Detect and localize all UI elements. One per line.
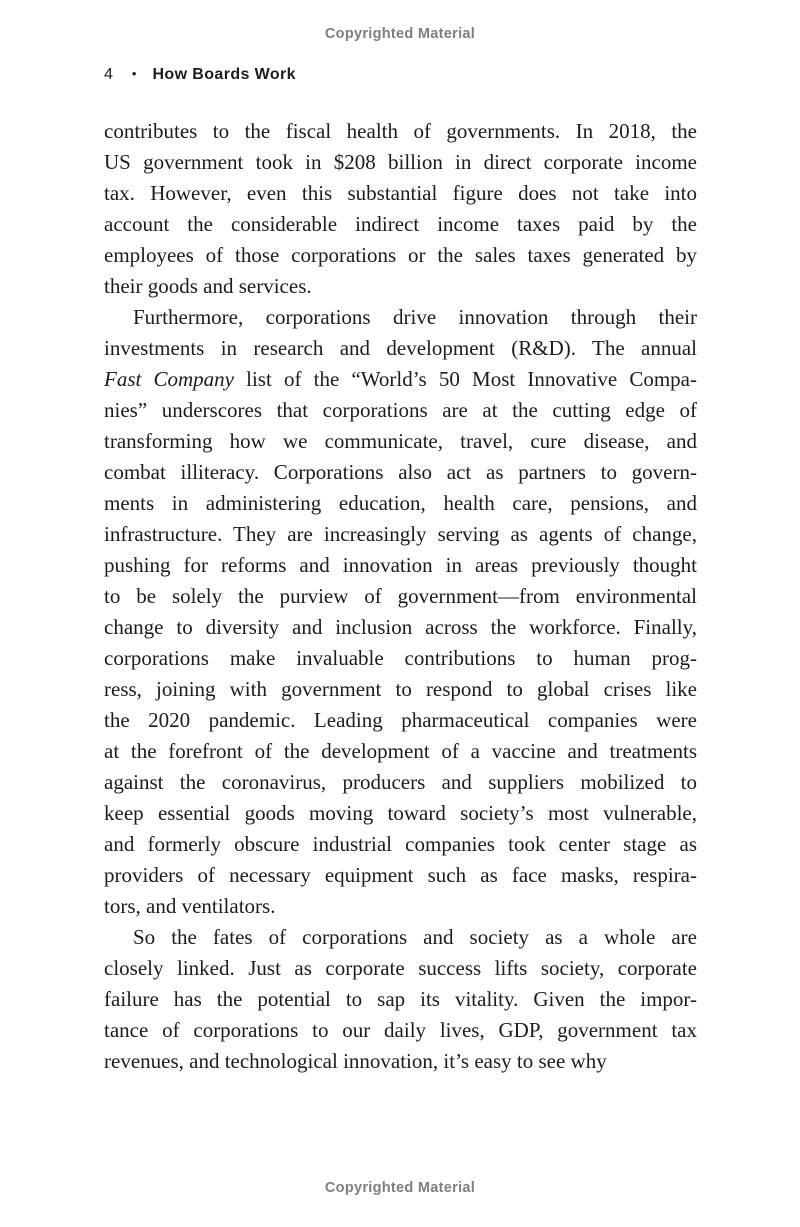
text-line: to be solely the purview of government—from environmental (104, 584, 697, 608)
text-line: employees of those corporations or the sales taxes generated by (104, 243, 697, 267)
text-line: failure has the potential to sap its vitality. Given the impor- (104, 987, 697, 1011)
text-line: tax. However, even this substantial figure does not take into (104, 181, 697, 205)
page-header (104, 66, 296, 84)
text-line: their goods and services. (104, 274, 312, 298)
text-line: tance of corporations to our daily lives, GDP, government tax (104, 1018, 697, 1042)
text-line: account the considerable indirect income taxes paid by the (104, 212, 697, 236)
text-line: against the coronavirus, producers and suppliers mobilized to (104, 770, 697, 794)
text-line: US government took in $208 billion in direct corporate income (104, 150, 697, 174)
text-line: infrastructure. They are increasingly serving as agents of change, (104, 522, 697, 546)
text-line: combat illiteracy. Corporations also act as partners to govern- (104, 460, 697, 484)
body-text (104, 116, 697, 1077)
text-line: Furthermore, corporations drive innovation through their (133, 305, 697, 329)
text-line: revenues, and technological innovation, it’s easy to see why (104, 1049, 607, 1073)
text-line: change to diversity and inclusion across the workforce. Finally, (104, 615, 697, 639)
paragraph-2 (104, 302, 697, 922)
paragraph-1 (104, 116, 697, 302)
text-line: corporations make invaluable contributions to human prog- (104, 646, 697, 670)
bullet-separator-icon: • (131, 66, 137, 81)
running-head-book-title: How Boards Work (152, 66, 296, 83)
text-line: contributes to the fiscal health of governments. In 2018, the (104, 119, 697, 143)
text-line: and formerly obscure industrial companies took center stage as (104, 832, 697, 856)
text-line: keep essential goods moving toward society’s most vulnerable, (104, 801, 697, 825)
text-line: tors, and ventilators. (104, 894, 276, 918)
text-line: investments in research and development (R&D). The annual (104, 336, 697, 360)
text-line: closely linked. Just as corporate success lifts society, corporate (104, 956, 697, 980)
paragraph-3 (104, 922, 697, 1077)
text-line: providers of necessary equipment such as face masks, respira- (104, 863, 697, 887)
text-line: ments in administering education, health care, pensions, and (104, 491, 697, 515)
text-line: the 2020 pandemic. Leading pharmaceutical companies were (104, 708, 697, 732)
text-line: nies” underscores that corporations are at the cutting edge of (104, 398, 697, 422)
text-line: Fast Company list of the “World’s 50 Most Innovative Compa- (104, 367, 697, 391)
text-line: So the fates of corporations and society as a whole are (133, 925, 697, 949)
text-line: at the forefront of the development of a vaccine and treatments (104, 739, 697, 763)
copyright-notice-bottom: Copyrighted Material (324, 1180, 476, 1196)
page-number: 4 (104, 66, 113, 83)
text-line: pushing for reforms and innovation in areas previously thought (104, 553, 697, 577)
text-line: transforming how we communicate, travel, cure disease, and (104, 429, 697, 453)
copyright-notice-top: Copyrighted Material (324, 26, 476, 42)
text-line: ress, joining with government to respond to global crises like (104, 677, 697, 701)
